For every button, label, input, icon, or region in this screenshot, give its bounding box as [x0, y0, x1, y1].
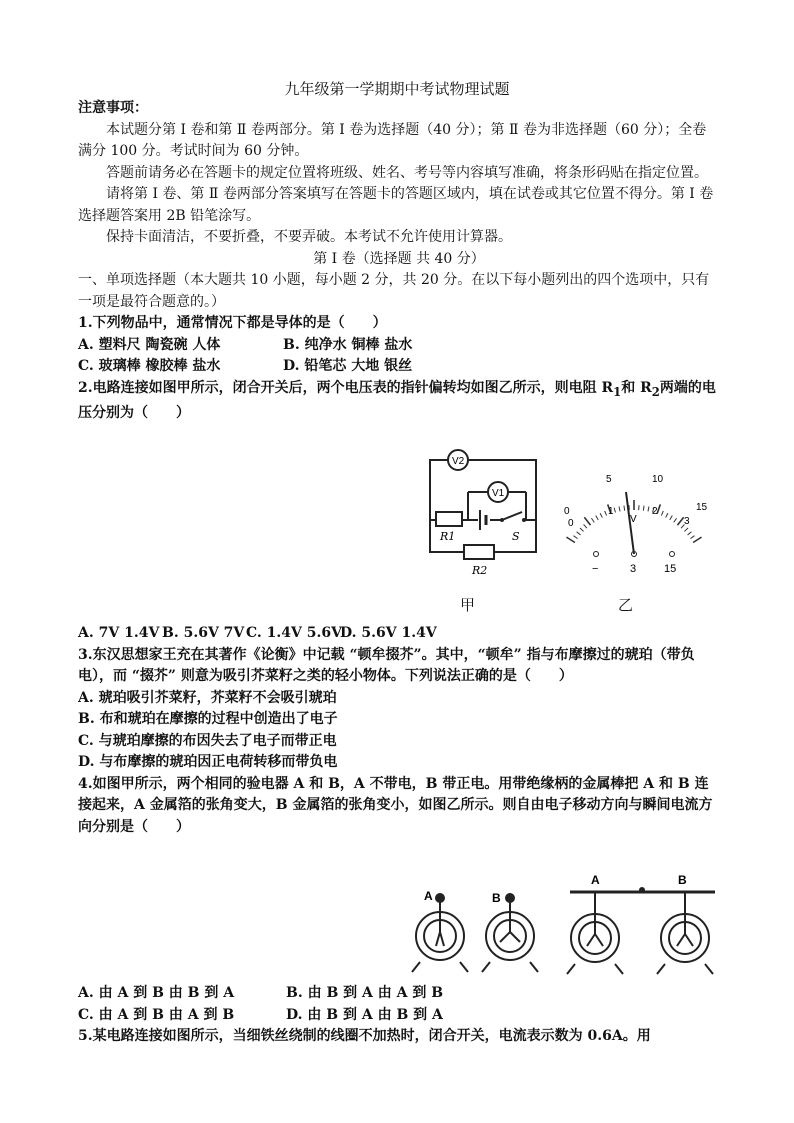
dial-top-label-5: 5 — [606, 474, 612, 485]
electroscope-b-yi-icon — [657, 892, 713, 974]
q2-option-d: D. 5.6V 1.4V — [340, 625, 437, 641]
dial-tick — [693, 537, 701, 542]
electroscope-a-jia-icon — [412, 894, 468, 972]
dial-tick — [574, 536, 578, 539]
q4-option-d: D. 由 B 到 A 由 B 到 A — [286, 1006, 443, 1023]
questions-2-to-4-block — [78, 623, 720, 838]
q1-option-d: D. 铅笔芯 大地 银丝 — [283, 358, 413, 374]
dial-top-label-15: 15 — [696, 502, 708, 513]
electroscope-label-a-2: A — [591, 873, 600, 887]
dial-tick — [566, 537, 574, 542]
r2-label: R2 — [472, 564, 488, 577]
q2-stem-part-b: 和 R — [621, 379, 652, 396]
q2-stem-part-c: 两端的电压分别为（ ） — [78, 379, 716, 421]
rod-handle-icon — [639, 887, 645, 893]
notice-paragraph-3: 请将第 Ⅰ 卷、第 Ⅱ 卷两部分答案填写在答题卡的答题区域内，填在试卷或其它位置不得分。第 Ⅰ 卷选择题答案用 2B 铅笔涂写。 — [78, 186, 714, 224]
q4-option-c: C. 由 A 到 B 由 A 到 B — [78, 1006, 235, 1023]
dial-tick — [619, 507, 620, 512]
v2-label: V2 — [452, 456, 465, 467]
part1-instructions: 一、单项选择题（本大题共 10 小题，每小题 2 分，共 20 分。在以下每小题列出的四个选项中，只有一项是最符合题意的。） — [78, 272, 710, 310]
notice-block — [78, 98, 720, 424]
dial-tick — [666, 513, 668, 517]
q2-subscript-1: 1 — [613, 384, 622, 399]
dial-tick — [614, 508, 615, 513]
figure-jia-label: 甲 — [460, 596, 476, 614]
resistor-r2-icon — [464, 545, 494, 559]
notice-paragraph-4: 保持卡面清洁，不要折叠，不要弄破。本考试不允许使用计算器。 — [106, 229, 512, 245]
voltmeter-dial — [556, 462, 716, 580]
terminal-label-3: 3 — [630, 563, 637, 575]
q2-option-c: C. 1.4V 5.6V — [246, 625, 342, 641]
dial-tick — [674, 518, 677, 522]
question-4-stem: 4.如图甲所示，两个相同的验电器 A 和 B，A 不带电，B 带正电。用带绝缘柄的金属棒把 A 和 B 连接起来，A 金属箔的张角变大，B 金属箔的张角变小，如图乙所示。则自由电子移动方向与瞬间电流方向分别是（ ） — [78, 775, 713, 835]
dial-tick-label-1: 1 — [608, 506, 614, 517]
question-1-options-row-1 — [78, 335, 720, 357]
terminal-label-negative: − — [592, 563, 599, 575]
dial-tick — [577, 532, 581, 535]
q1-option-b: B. 纯净水 铜棒 盐水 — [283, 336, 413, 353]
questions-4-to-5-block — [78, 983, 720, 1048]
dial-tick — [584, 517, 590, 525]
dial-tick — [661, 511, 663, 516]
question-4-options-row-1 — [78, 983, 720, 1005]
electroscope-a-yi-icon — [567, 892, 623, 974]
dial-tick — [605, 511, 607, 516]
q3-option-a: A. 琥珀吸引芥菜籽，芥菜籽不会吸引琥珀 — [78, 689, 337, 706]
dial-tick — [690, 536, 694, 539]
r1-label: R1 — [440, 530, 456, 543]
notice-heading: 注意事项： — [78, 100, 148, 116]
q3-option-d: D. 与布摩擦的琥珀因正电荷转移而带负电 — [78, 754, 338, 770]
dial-tick — [600, 513, 602, 517]
section-title: 第 Ⅰ 卷（选择题 共 40 分） — [313, 250, 485, 267]
terminal-negative-icon — [594, 552, 599, 557]
dial-tick — [677, 517, 683, 525]
exam-title: 九年级第一学期期中考试物理试题 — [284, 80, 510, 98]
q1-option-c: C. 玻璃棒 橡胶棒 盐水 — [78, 358, 221, 374]
electroscope-label-b-1: B — [492, 891, 501, 905]
dial-unit-label: V — [630, 514, 637, 525]
q4-option-b: B. 由 B 到 A 由 A 到 B — [286, 985, 444, 1001]
question-1-stem: 1.下列物品中，通常情况下都是导体的是（ ） — [78, 315, 387, 331]
q1-option-a: A. 塑料尺 陶瓷碗 人体 — [78, 336, 221, 353]
dial-tick — [684, 528, 688, 531]
dial-tick — [591, 518, 594, 522]
q2-subscript-2: 2 — [651, 384, 660, 399]
electroscopes-figure — [410, 870, 725, 980]
dial-top-label-0: 0 — [564, 506, 570, 517]
dial-tick — [643, 506, 644, 511]
q2-option-b: B. 5.6V 7V — [162, 625, 245, 641]
dial-tick-label-3: 3 — [684, 516, 690, 527]
question-3-stem: 3.东汉思想家王充在其著作《论衡》中记载 “顿牟掇芥”。其中，“顿牟” 指与布摩擦过的琥珀（带负电），而 “掇芥” 则意为吸引芥菜籽之类的轻小物体。下列说法正确的是（ ） — [78, 646, 695, 684]
notice-paragraph-2: 答题前请务必在答题卡的规定位置将班级、姓名、考号等内容填写准确，将条形码贴在指定位置。 — [106, 164, 708, 181]
v1-label: V1 — [492, 488, 505, 499]
terminal-15-icon — [670, 552, 675, 557]
electroscope-b-jia-icon — [482, 894, 538, 972]
electroscope-label-a-1: A — [424, 889, 433, 903]
resistor-r1-icon — [436, 512, 462, 526]
q4-option-a: A. 由 A 到 B 由 B 到 A — [78, 985, 235, 1001]
question-1-options-row-2 — [78, 356, 720, 378]
q3-option-c: C. 与琥珀摩擦的布因失去了电子而带正电 — [78, 732, 337, 749]
q2-option-a: A. 7V 1.4V — [78, 625, 160, 641]
dial-tick — [648, 507, 649, 512]
electroscope-label-b-2: B — [678, 873, 687, 887]
dial-tick — [584, 524, 587, 528]
dial-tick — [624, 506, 625, 511]
dial-tick — [596, 516, 599, 520]
notice-paragraph-1: 本试题分第 Ⅰ 卷和第 Ⅱ 卷两部分。第 Ⅰ 卷为选择题（40 分）；第 Ⅱ 卷为非选择题（60 分）；全卷满分 100 分。考试时间为 60 分钟。 — [78, 121, 707, 159]
question-5-stem: 5.某电路连接如图所示，当细铁丝绕制的线圈不加热时，闭合开关，电流表示数为 0.6A。用 — [78, 1028, 651, 1044]
dial-tick-label-0: 0 — [568, 518, 574, 529]
dial-tick-label-2: 2 — [652, 506, 658, 517]
circuit-diagram — [418, 440, 548, 580]
dial-top-label-10: 10 — [652, 474, 664, 485]
q2-stem-part-a: 2.电路连接如图甲所示，闭合开关后，两个电压表的指针偏转均如图乙所示，则电阻 R — [78, 379, 614, 396]
dial-tick — [580, 528, 584, 531]
q3-option-b: B. 布和琥珀在摩擦的过程中创造出了电子 — [78, 711, 338, 727]
question-4-options-row-2 — [78, 1005, 720, 1027]
question-2-stem — [78, 378, 720, 425]
s-label: S — [512, 530, 520, 543]
question-2-options — [78, 623, 720, 645]
figure-yi-label: 乙 — [618, 596, 634, 614]
terminal-label-15: 15 — [664, 563, 677, 575]
dial-tick — [688, 532, 692, 535]
dial-tick — [670, 516, 673, 520]
